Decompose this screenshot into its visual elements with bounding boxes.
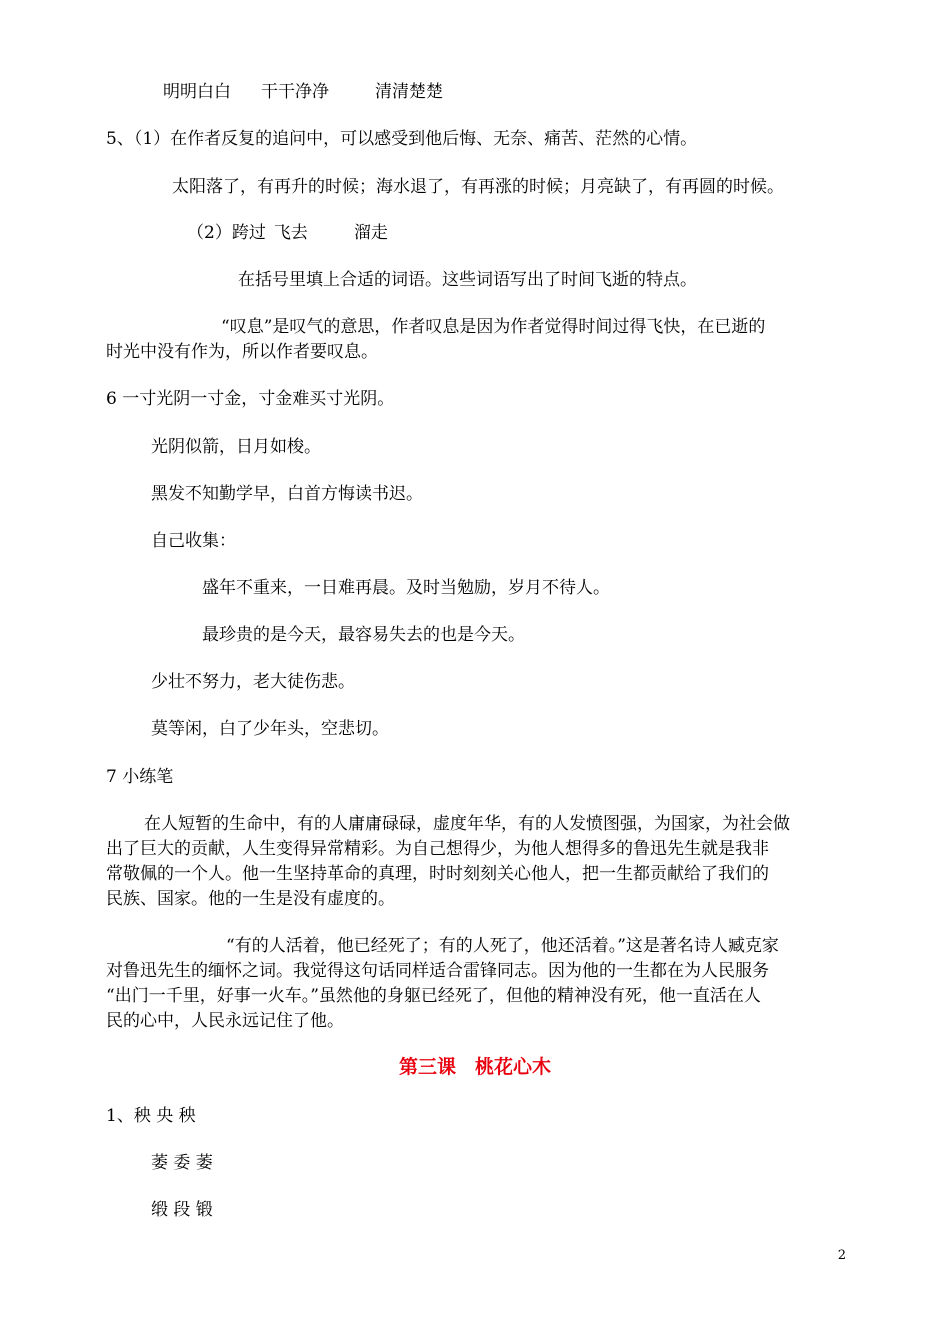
lesson-q1-row: 缎 段 锻 xyxy=(151,1200,213,1220)
lesson-q1-label: 1、秧 央 秧 xyxy=(106,1106,196,1126)
q7-paragraph xyxy=(106,934,846,1034)
q7-paragraph xyxy=(106,812,846,912)
paragraph-line: 出了巨大的贡献，人生变得异常精彩。为自己想得少，为他人想得多的鲁迅先生就是我非 xyxy=(106,839,769,859)
q6-collected-item: 最珍贵的是今天，最容易失去的也是今天。 xyxy=(202,625,525,645)
paragraph-line: “有的人活着，他已经死了；有的人死了，他还活着。”这是著名诗人臧克家 xyxy=(226,936,779,956)
q7-label: 7 小练笔 xyxy=(106,767,174,787)
word-item: 明明白白 xyxy=(163,82,231,102)
paragraph-line: “出门一千里，好事一火车。”虽然他的身躯已经死了，但他的精神没有死，他一直活在人 xyxy=(106,986,761,1006)
q5-part2-label: （2）跨过 xyxy=(187,223,266,243)
word-item: 干干净净 xyxy=(261,82,329,102)
q6-collected-item: 盛年不重来，一日难再晨。及时当勉励，岁月不待人。 xyxy=(202,578,610,598)
q5-sigh-line: “叹息”是叹气的意思，作者叹息是因为作者觉得时间过得飞快，在已逝的 xyxy=(221,317,766,337)
q5-sigh-line: 时光中没有作为，所以作者要叹息。 xyxy=(106,342,378,362)
q6-label: 6 一寸光阴一寸金，寸金难买寸光阴。 xyxy=(106,389,395,409)
word-item: 清清楚楚 xyxy=(375,82,443,102)
q6-item: 莫等闲，白了少年头，空悲切。 xyxy=(151,719,389,739)
q5-fill-note: 在括号里填上合适的词语。这些词语写出了时间飞逝的特点。 xyxy=(238,270,697,290)
q6-item: 自己收集： xyxy=(151,531,236,551)
paragraph-line: 常敬佩的一个人。他一生坚持革命的真理，时时刻刻关心他人，把一生都贡献给了我们的 xyxy=(106,864,769,884)
paragraph-line: 民族、国家。他的一生是没有虚度的。 xyxy=(106,889,395,909)
q5-sentence: 太阳落了，有再升的时候；海水退了，有再涨的时候；月亮缺了，有再圆的时候。 xyxy=(172,177,784,197)
paragraph-line: 在人短暂的生命中，有的人庸庸碌碌，虚度年华，有的人发愤图强，为国家，为社会做 xyxy=(144,814,790,834)
paragraph-line: 民的心中，人民永远记住了他。 xyxy=(106,1011,344,1031)
lesson-q1-row: 萎 委 萎 xyxy=(151,1153,213,1173)
q6-item: 少壮不努力，老大徒伤悲。 xyxy=(151,672,355,692)
q5-part2 xyxy=(187,221,388,245)
paragraph-line: 对鲁迅先生的缅怀之词。我觉得这句话同样适合雷锋同志。因为他的一生都在为人民服务 xyxy=(106,961,769,981)
word-item: 溜走 xyxy=(353,223,388,243)
q6-item: 光阴似箭，日月如梭。 xyxy=(151,437,321,457)
q6-item: 黑发不知勤学早，白首方悔读书迟。 xyxy=(151,484,423,504)
page-number: 2 xyxy=(837,1248,846,1263)
q5-part1: 5、（1）在作者反复的追问中，可以感受到他后悔、无奈、痛苦、茫然的心情。 xyxy=(106,129,698,149)
word-item: 飞去 xyxy=(273,223,308,243)
lesson-heading: 第三课 桃花心木 xyxy=(398,1056,551,1078)
word-row xyxy=(163,80,443,104)
